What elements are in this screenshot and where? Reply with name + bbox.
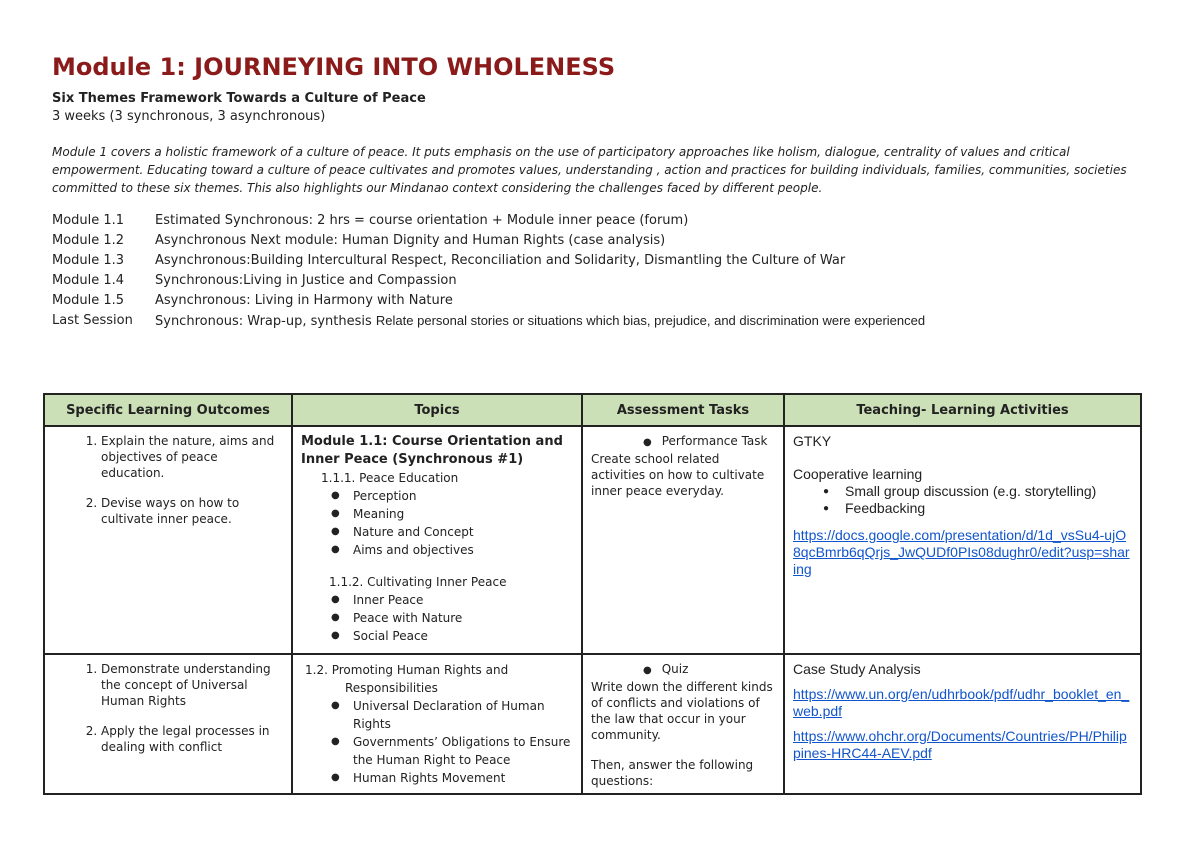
assessment-cell xyxy=(582,426,784,654)
schedule-row xyxy=(52,251,1148,271)
schedule-row xyxy=(52,231,1148,251)
list-item: ● Perception xyxy=(329,487,573,505)
page-subtitle: Six Themes Framework Towards a Culture of Peace xyxy=(52,91,426,106)
schedule-row xyxy=(52,211,1148,231)
schedule-label: Module 1.2 xyxy=(52,233,125,248)
schedule-label: Module 1.5 xyxy=(52,293,125,308)
topic-subheading: 1.1.2. Cultivating Inner Peace xyxy=(329,575,507,589)
topic-subheading: 1.1.1. Peace Education xyxy=(321,471,459,485)
module-schedule xyxy=(52,211,1148,332)
topics-cell xyxy=(292,654,582,794)
list-item: ● Meaning xyxy=(329,505,573,523)
activity-list xyxy=(793,483,1132,517)
list-item: ● Social Peace xyxy=(329,627,573,645)
assessment-cell xyxy=(582,654,784,794)
topic-heading: Module 1.1: Course Orientation and Inner Peace (Synchronous #1) xyxy=(301,434,563,467)
module-duration: 3 weeks (3 synchronous, 3 asynchronous) xyxy=(52,109,326,124)
ohchr-report-link[interactable]: https://www.ohchr.org/Documents/Countries/PH/Philippines-HRC44-AEV.pdf xyxy=(793,728,1127,761)
schedule-text: Estimated Synchronous: 2 hrs = course orientation + Module inner peace (forum) xyxy=(155,213,689,228)
topic-heading-line: 1.2. Promoting Human Rights and xyxy=(305,663,509,677)
list-item: ● Universal Declaration of Human Rights xyxy=(329,697,573,733)
learning-plan-table xyxy=(43,393,1142,795)
outcomes-list xyxy=(53,433,283,527)
schedule-text: Asynchronous:Building Intercultural Respect, Reconciliation and Solidarity, Dismantling the Culture of War xyxy=(155,253,846,268)
assessment-text: Create school related activities on how to cultivate inner peace everyday. xyxy=(591,452,765,498)
document-page xyxy=(52,50,1148,332)
list-item: ● Feedbacking xyxy=(821,500,1132,517)
outcome-item: 2. Apply the legal processes in dealing with conflict xyxy=(101,723,283,755)
schedule-text: Asynchronous: Living in Harmony with Nature xyxy=(155,293,453,308)
schedule-row xyxy=(52,291,1148,311)
list-item: ● Nature and Concept xyxy=(329,523,573,541)
header-outcomes: Specific Learning Outcomes xyxy=(44,394,292,426)
assessment-text: Write down the different kinds of conflicts and violations of the law that occur in your community. xyxy=(591,680,773,742)
list-item: ● Peace with Nature xyxy=(329,609,573,627)
schedule-text: Asynchronous Next module: Human Dignity and Human Rights (case analysis) xyxy=(155,233,666,248)
activity-title: GTKY xyxy=(793,433,832,449)
activities-cell xyxy=(784,426,1141,654)
outcomes-cell xyxy=(44,426,292,654)
assessment-text: Then, answer the following questions: xyxy=(591,758,754,788)
activity-subtitle: Cooperative learning xyxy=(793,466,923,482)
list-item: ● Small group discussion (e.g. storytelling) xyxy=(821,483,1132,500)
schedule-text-b: Relate personal stories or situations which bias, prejudice, and discrimination were experienced xyxy=(375,313,926,328)
activity-title: Case Study Analysis xyxy=(793,661,921,677)
outcome-item: 2. Devise ways on how to cultivate inner peace. xyxy=(101,495,283,527)
outcomes-cell xyxy=(44,654,292,794)
list-item: ● Inner Peace xyxy=(329,591,573,609)
schedule-row xyxy=(52,271,1148,291)
header-topics: Topics xyxy=(292,394,582,426)
outcome-item: 1. Demonstrate understanding the concept of Universal Human Rights xyxy=(101,661,283,709)
schedule-text-a: Synchronous: Wrap-up, synthesis xyxy=(155,314,372,329)
slides-link[interactable]: https://docs.google.com/presentation/d/1d_vsSu4-ujO8qcBmrb6qQrjs_JwQUDf0PIs08dughr0/edit?usp=sharing xyxy=(793,527,1130,577)
topic-heading xyxy=(301,661,573,697)
schedule-label: Last Session xyxy=(52,313,133,328)
schedule-label: Module 1.3 xyxy=(52,253,125,268)
module-description: Module 1 covers a holistic framework of a culture of peace. It puts emphasis on the use of participatory approaches like holism, dialogue, centrality of values and critical empowerment. Educating toward a culture of peace cultivates and promotes values, understanding , action and practices for building individuals, families, communities, societies committed to these six themes. This also highlights our Mindanao context considering the challenges faced by different people. xyxy=(52,145,1127,195)
topics-cell xyxy=(292,426,582,654)
schedule-row xyxy=(52,311,1148,332)
table-row xyxy=(44,654,1141,794)
outcome-item: 1. Explain the nature, aims and objectives of peace education. xyxy=(101,433,283,481)
table-header-row xyxy=(44,394,1141,426)
assessment-title: ● Quiz xyxy=(591,661,775,679)
outcomes-list xyxy=(53,661,283,755)
topic-list xyxy=(301,487,573,559)
header-activities: Teaching- Learning Activities xyxy=(784,394,1141,426)
activities-cell xyxy=(784,654,1141,794)
list-item: ● Human Rights Movement xyxy=(329,769,573,787)
table-row xyxy=(44,426,1141,654)
topic-list xyxy=(301,697,573,787)
page-title: Module 1: JOURNEYING INTO WHOLENESS xyxy=(52,53,616,81)
topic-heading-line: Responsibilities xyxy=(345,681,438,695)
list-item: ● Aims and objectives xyxy=(329,541,573,559)
topic-list xyxy=(301,591,573,645)
schedule-text: Synchronous:Living in Justice and Compassion xyxy=(155,273,457,288)
header-assessment: Assessment Tasks xyxy=(582,394,784,426)
udhr-booklet-link[interactable]: https://www.un.org/en/udhrbook/pdf/udhr_booklet_en_web.pdf xyxy=(793,686,1130,719)
assessment-title: ● Performance Task xyxy=(591,433,775,451)
schedule-text xyxy=(155,311,925,332)
schedule-label: Module 1.1 xyxy=(52,213,125,228)
list-item: ● Governments’ Obligations to Ensure the Human Right to Peace xyxy=(329,733,573,769)
schedule-label: Module 1.4 xyxy=(52,273,125,288)
